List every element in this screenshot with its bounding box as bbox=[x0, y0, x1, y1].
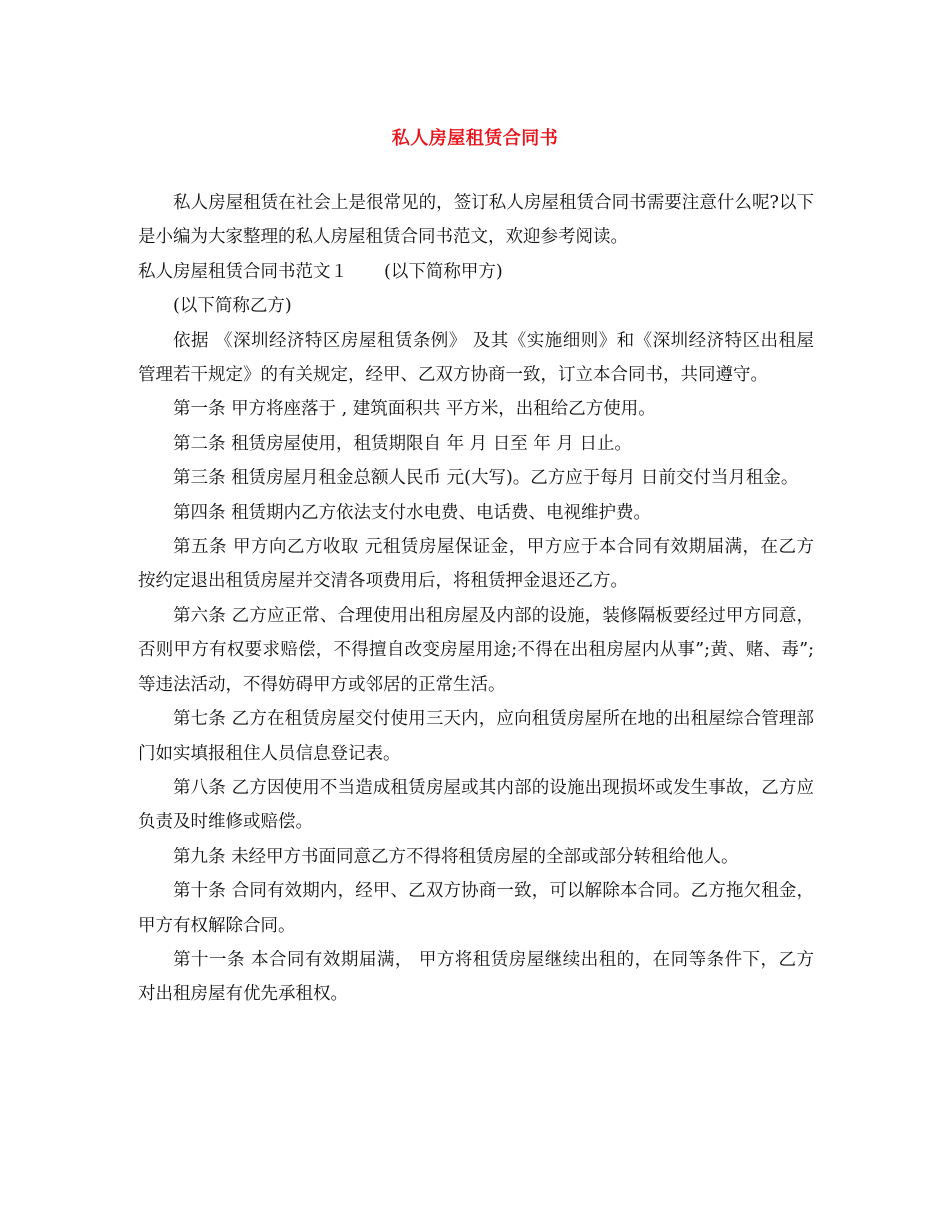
article-11: 第十一条 本合同有效期届满， 甲方将租赁房屋继续出租的，在同等条件下，乙方对出租房屋有优先承租权。 bbox=[138, 949, 814, 1005]
article-2: 第二条 租赁房屋使用，租赁期限自 年 月 日至 年 月 日止。 bbox=[173, 433, 632, 454]
article-4: 第四条 租赁期内乙方依法支付水电费、电话费、电视维护费。 bbox=[173, 502, 652, 523]
sample-heading-line bbox=[138, 255, 814, 289]
article-10: 第十条 合同有效期内，经甲、乙双方协商一致，可以解除本合同。乙方拖欠租金，甲方有权解除合同。 bbox=[138, 881, 814, 936]
article-7: 第七条 乙方在租赁房屋交付使用三天内，应向租赁房屋所在地的出租屋综合管理部门如实填报租住人员信息登记表。 bbox=[138, 709, 814, 764]
article-3: 第三条 租赁房屋月租金总额人民币 元(大写)。乙方应于每月 日前交付当月租金。 bbox=[173, 468, 799, 489]
document-title: 私人房屋租赁合同书 bbox=[391, 128, 559, 149]
article-5: 第五条 甲方向乙方收取 元租赁房屋保证金，甲方应于本合同有效期届满，在乙方按约定退出租赁房屋并交清各项费用后，将租赁押金退还乙方。 bbox=[138, 537, 814, 592]
document-body bbox=[138, 186, 814, 1012]
article-6: 第六条 乙方应正常、合理使用出租房屋及内部的设施，装修隔板要经过甲方同意，否则甲方有权要求赔偿，不得擅自改变房屋用途;不得在出租房屋内从事”;黄、赌、毒”;等违法活动，不得妨碍甲方或邻居的正常生活。 bbox=[138, 605, 814, 695]
basis-paragraph: 依据 《深圳经济特区房屋租赁条例》 及其《实施细则》和《深圳经济特区出租屋管理若干规定》的有关规定，经甲、乙双方协商一致，订立本合同书，共同遵守。 bbox=[138, 330, 814, 386]
sample-heading: 私人房屋租赁合同书范文１ bbox=[138, 261, 348, 282]
intro-paragraph: 私人房屋租赁在社会上是很常见的，签订私人房屋租赁合同书需要注意什么呢?以下是小编为大家整理的私人房屋租赁合同书范文，欢迎参考阅读。 bbox=[138, 193, 814, 248]
party-a-note: (以下简称甲方) bbox=[384, 261, 503, 282]
article-8: 第八条 乙方因使用不当造成租赁房屋或其内部的设施出现损坏或发生事故，乙方应负责及时维修或赔偿。 bbox=[138, 777, 814, 833]
party-b-note: (以下简称乙方) bbox=[173, 296, 292, 317]
article-1: 第一条 甲方将座落于 , 建筑面积共 平方米，出租给乙方使用。 bbox=[173, 399, 656, 420]
article-9: 第九条 未经甲方书面同意乙方不得将租赁房屋的全部或部分转租给他人。 bbox=[173, 846, 739, 867]
